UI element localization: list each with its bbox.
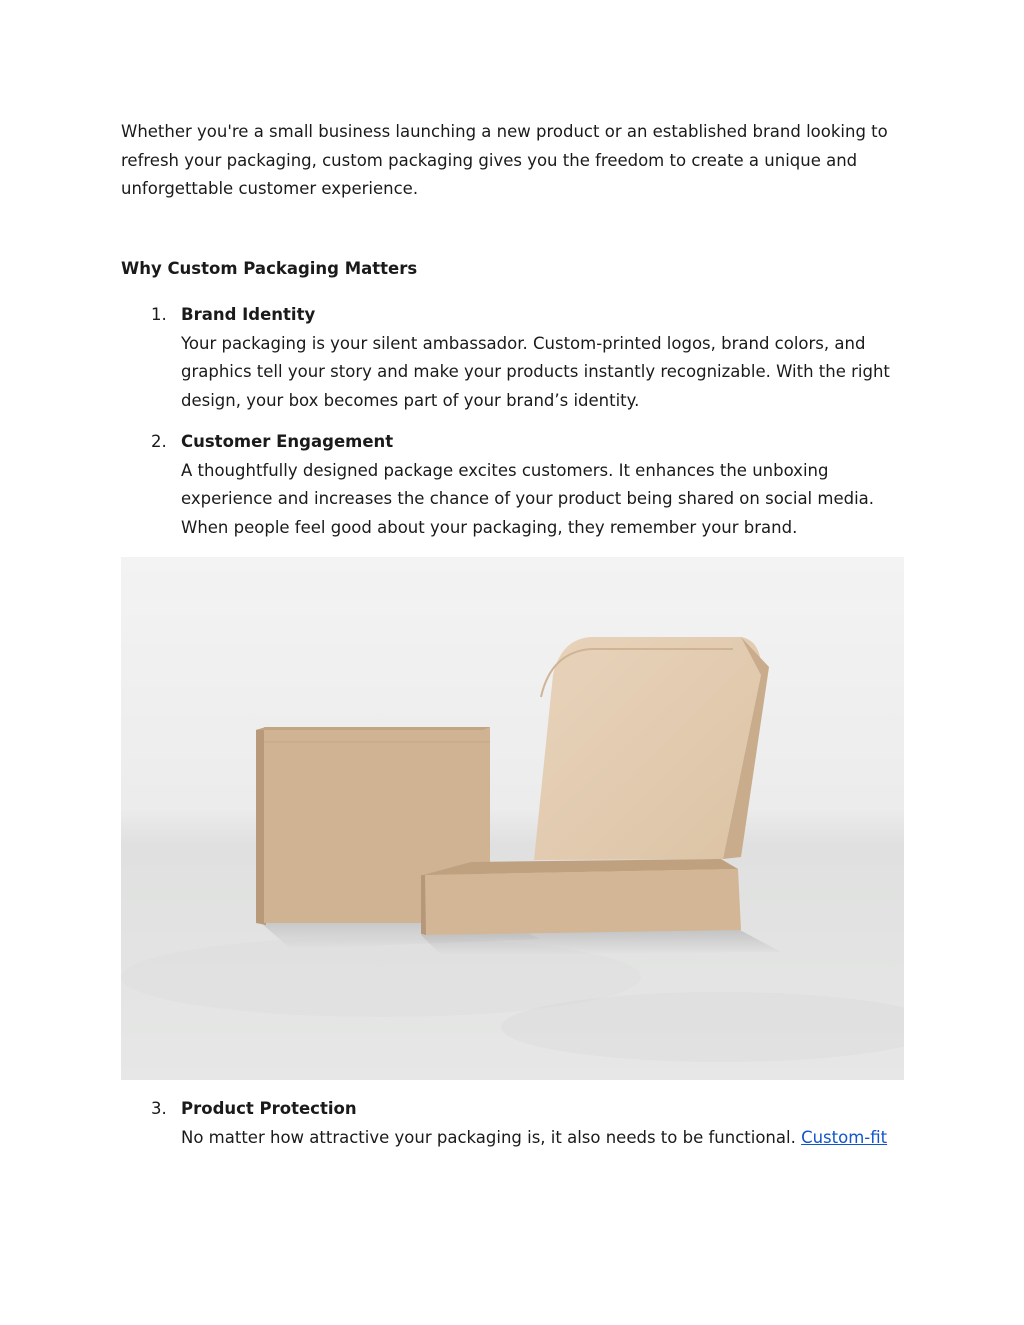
- list-item-text: [181, 1124, 911, 1153]
- kraft-boxes-photo: [121, 557, 904, 1080]
- list-item-text: A thoughtfully designed package excites customers. It enhances the unboxing experience and increases the chance of your product being shared on social media. When people feel good about your packaging, they remember your brand.: [181, 460, 875, 537]
- intro-paragraph: Whether you're a small business launching a new product or an established brand looking to refresh your packaging, custom packaging gives you the freedom to create a unique and unforgettable customer experience.: [121, 122, 888, 198]
- list-item-number: 1.: [151, 305, 167, 324]
- section-heading: Why Custom Packaging Matters: [121, 259, 418, 278]
- list-item-text: Your packaging is your silent ambassador. Custom-printed logos, brand colors, and graphics tell your story and make your products instantly recognizable. With the right design, your box becomes part of your brand’s identity.: [181, 333, 890, 410]
- custom-fit-link[interactable]: Custom-fit: [801, 1127, 888, 1147]
- list-item-number: 3.: [151, 1099, 167, 1118]
- list-item-title: Brand Identity: [181, 305, 316, 324]
- list-item-title: Product Protection: [181, 1099, 357, 1118]
- list-item-title: Customer Engagement: [181, 432, 394, 451]
- list-item-number: 2.: [151, 432, 167, 451]
- list-item-text-content: No matter how attractive your packaging is, it also needs to be functional.: [181, 1127, 796, 1147]
